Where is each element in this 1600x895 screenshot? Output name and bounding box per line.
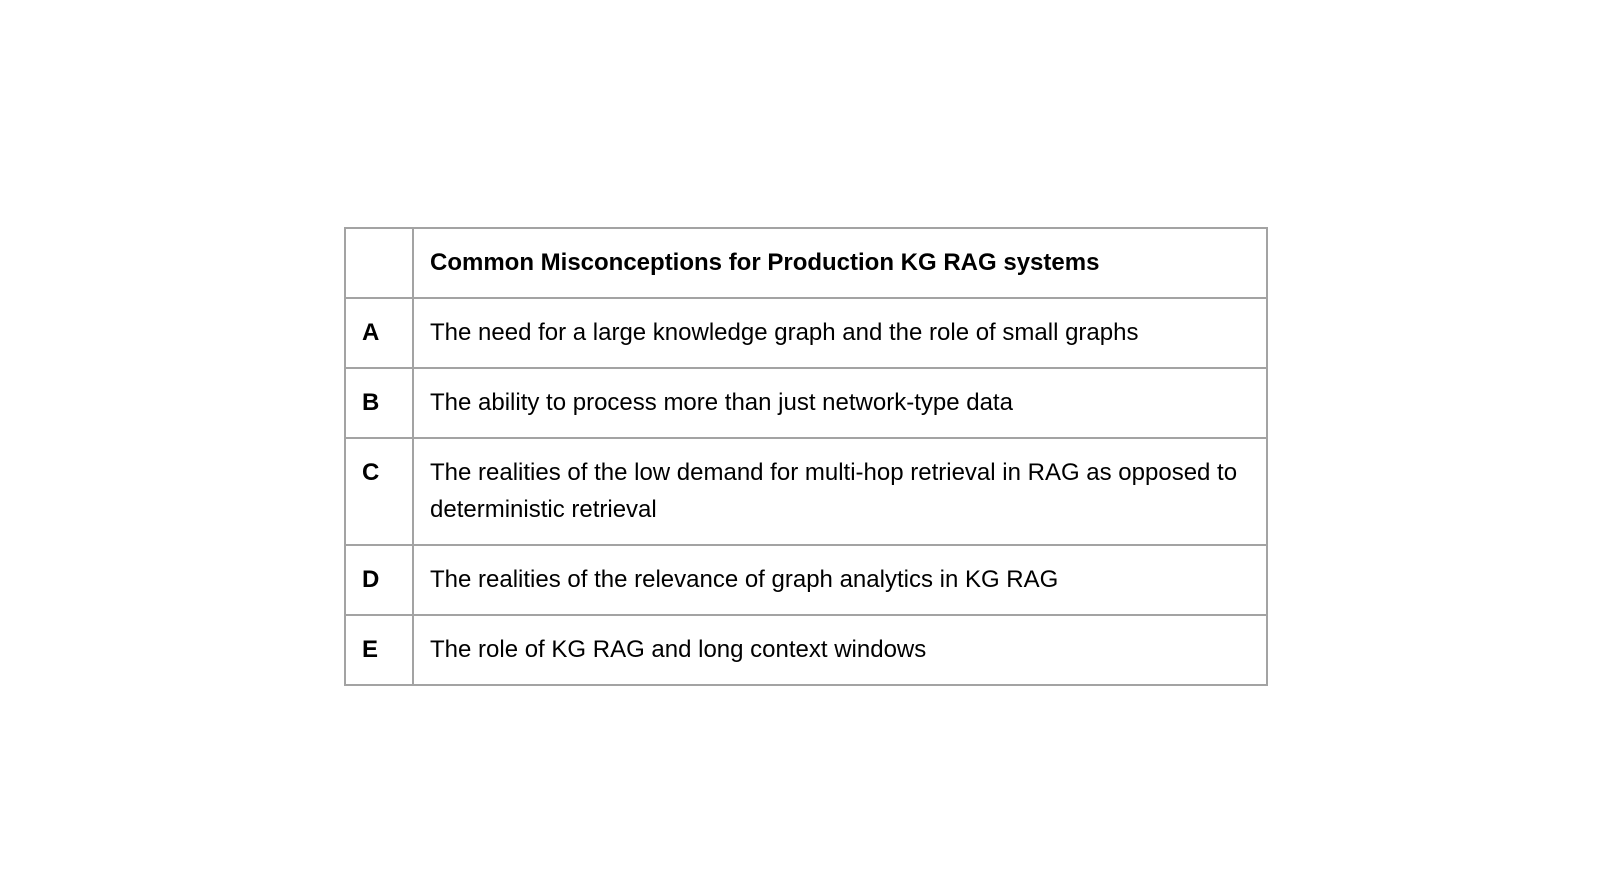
misconceptions-table xyxy=(344,227,1268,686)
row-text: The need for a large knowledge graph and the role of small graphs xyxy=(413,298,1267,368)
table-row xyxy=(345,615,1267,685)
row-text: The realities of the low demand for multi-hop retrieval in RAG as opposed to deterministic retrieval xyxy=(413,438,1267,545)
row-letter: E xyxy=(345,615,413,685)
row-letter: C xyxy=(345,438,413,545)
table-header-row xyxy=(345,228,1267,298)
row-text: The realities of the relevance of graph analytics in KG RAG xyxy=(413,545,1267,615)
row-text: The ability to process more than just network-type data xyxy=(413,368,1267,438)
row-letter: B xyxy=(345,368,413,438)
row-letter: A xyxy=(345,298,413,368)
table-title: Common Misconceptions for Production KG RAG systems xyxy=(413,228,1267,298)
table-row xyxy=(345,368,1267,438)
table-row xyxy=(345,298,1267,368)
row-text: The role of KG RAG and long context windows xyxy=(413,615,1267,685)
table-row xyxy=(345,438,1267,545)
header-corner-cell xyxy=(345,228,413,298)
table-row xyxy=(345,545,1267,615)
row-letter: D xyxy=(345,545,413,615)
